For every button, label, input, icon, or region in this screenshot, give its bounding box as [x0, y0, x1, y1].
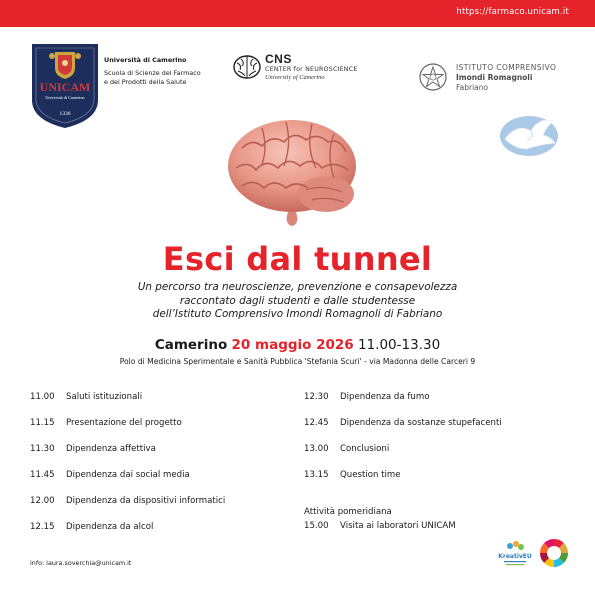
shield-subtitle: Università di Camerino [45, 95, 85, 100]
shield-year: 1336 [59, 111, 71, 117]
istituto-line-1: ISTITUTO COMPRENSIVO [456, 63, 557, 72]
schedule-item [30, 444, 156, 454]
subtitle-line: Un percorso tra neuroscienze, prevenzione e consapevolezza [137, 281, 458, 293]
schedule-title: Saluti istituzionali [66, 392, 143, 402]
schedule-title: Dipendenza da sostanze stupefacenti [340, 418, 502, 428]
istituto-line-3: Fabriano [456, 83, 489, 92]
schedule-title: Conclusioni [340, 444, 390, 454]
cns-university: University of Camerino [265, 74, 325, 81]
schedule-time: 13.00 [304, 444, 329, 454]
website-link[interactable]: https://farmaco.unicam.it [456, 7, 569, 17]
kreativeu-logo-icon [500, 538, 530, 568]
event-city: Camerino [154, 337, 228, 353]
unicam-shield-logo [30, 42, 100, 130]
schedule-title: Dipendenza da dispositivi informatici [66, 496, 226, 506]
istituto-text-block [456, 63, 556, 93]
dove-logo-icon [497, 109, 561, 157]
schedule-item [304, 418, 502, 428]
event-venue: Polo di Medicina Sperimentale e Sanità Pubblica 'Stefania Scuri' - via Madonna delle Carceri 9 [119, 357, 476, 366]
unicam-text-block [104, 56, 201, 88]
schedule-time: 11.15 [30, 418, 55, 428]
schedule-time: 15.00 [304, 521, 329, 531]
schedule-item [304, 521, 456, 531]
afternoon-label: Attività pomeridiana [304, 507, 392, 517]
schedule-time: 11.45 [30, 470, 55, 480]
schedule-item [304, 392, 429, 402]
schedule-item [30, 418, 182, 428]
schedule-item [304, 470, 401, 480]
schedule-time: 12.15 [30, 522, 55, 532]
subtitle-line: raccontato dagli studenti e dalle studentesse [179, 294, 416, 307]
event-title: Esci dal tunnel [162, 240, 433, 278]
schedule-time: 12.45 [304, 418, 329, 428]
schedule-item [30, 496, 225, 506]
schedule-time: 11.30 [30, 444, 55, 454]
shield-name: UNICAM [39, 80, 91, 94]
schedule-item [30, 392, 142, 402]
event-subtitle [0, 281, 595, 322]
schedule-title: Dipendenza da fumo [340, 392, 430, 402]
cns-subtitle: CENTER for NEUROSCIENCE [265, 66, 358, 73]
school-line-1: Scuola di Scienze del Farmaco [104, 68, 201, 77]
kreativeu-label: KreativEU [498, 553, 532, 560]
schedule-item [30, 522, 153, 532]
schedule-item [30, 470, 190, 480]
contact-info: info: laura.soverchia@unicam.it [30, 559, 132, 567]
brain-illustration [222, 108, 370, 228]
school-line-2: e dei Prodotti della Salute [104, 78, 187, 86]
event-date: 20 maggio 2026 [231, 337, 354, 353]
istituto-line-2: Imondi Romagnoli [456, 73, 533, 82]
event-time: 11.00-13.30 [358, 337, 441, 353]
schedule-time: 12.00 [30, 496, 55, 506]
cns-title: CNS [265, 52, 292, 66]
schedule-time: 13.15 [304, 470, 329, 480]
schedule-title: Presentazione del progetto [66, 418, 182, 428]
schedule-title: Dipendenza da alcol [66, 522, 154, 532]
subtitle-line: dell’Istituto Comprensivo Imondi Romagnoli di Fabriano [152, 308, 443, 320]
top-bar [0, 0, 595, 27]
brain-sketch-icon [232, 52, 262, 82]
schedule-title: Dipendenza affettiva [66, 444, 156, 454]
event-date-line [0, 337, 595, 353]
sdg-wheel-icon [539, 538, 569, 568]
schedule-item [304, 444, 389, 454]
schedule-time: 12.30 [304, 392, 329, 402]
cns-text-block [265, 53, 358, 82]
university-name: Università di Camerino [104, 56, 187, 64]
schedule-title: Question time [340, 470, 401, 480]
schedule-title: Dipendenza dai social media [66, 470, 190, 480]
schedule-title: Visita ai laboratori UNICAM [340, 521, 456, 531]
italian-republic-emblem-icon [418, 62, 448, 92]
schedule-time: 11.00 [30, 392, 55, 402]
